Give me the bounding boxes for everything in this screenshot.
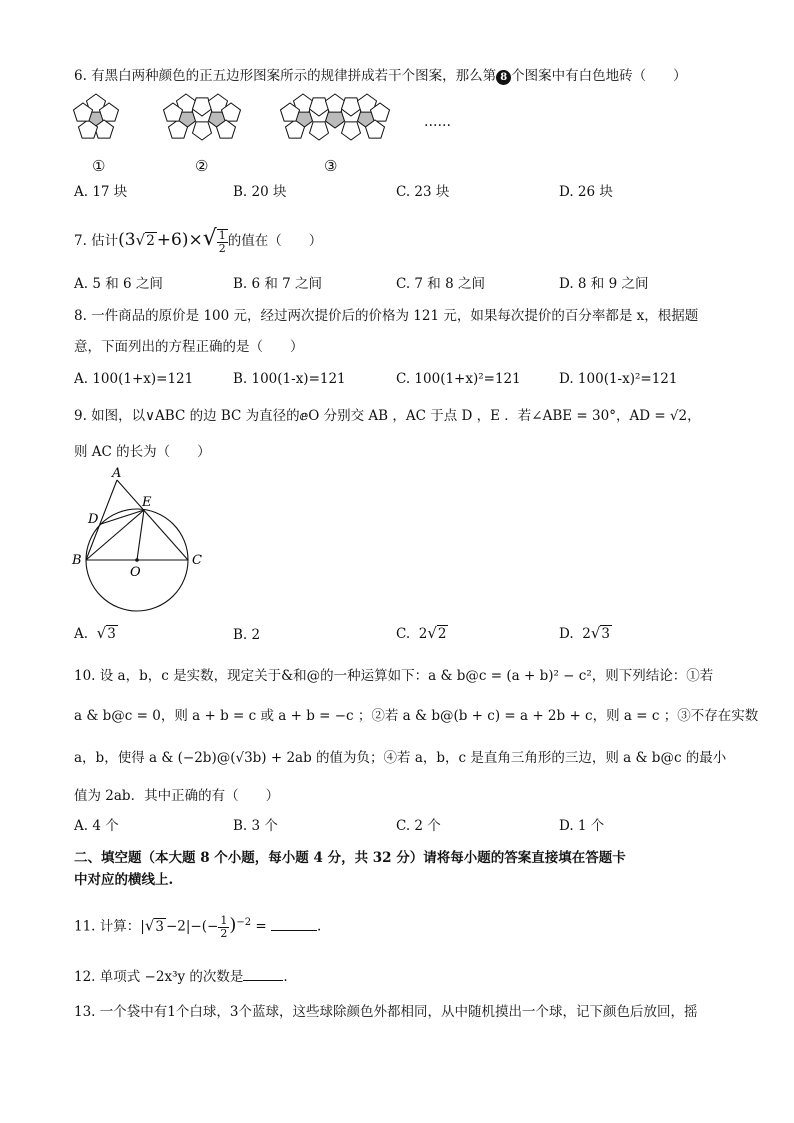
q11-end: .	[317, 918, 322, 935]
q8-option-d[interactable]: D. 100(1-x)²=121	[559, 371, 678, 387]
q7-fraction-numerator: 1	[218, 228, 226, 242]
q9-option-d[interactable]	[559, 623, 612, 644]
q9-center-dot	[135, 558, 139, 562]
q7-expr-close: +6)×	[156, 230, 203, 250]
q6-ellipsis: ……	[424, 114, 451, 130]
q11-mid: −2|−(−	[165, 918, 219, 935]
q7-option-c[interactable]: C. 7 和 8 之间	[396, 276, 485, 292]
q7-option-d[interactable]: D. 8 和 9 之间	[559, 276, 649, 292]
q6-label-1: ①	[92, 157, 106, 175]
q9-label-o: O	[130, 565, 141, 580]
q6-option-d[interactable]: D. 26 块	[559, 184, 613, 200]
q9-side-ac	[117, 480, 188, 560]
q9-line-2: 则 AC 的长为（ ）	[74, 444, 211, 460]
q7-sqrt-value: 2	[146, 233, 155, 249]
q10-line-4: 值为 2ab．其中正确的有（ ）	[74, 788, 280, 804]
q10-option-b[interactable]: B. 3 个	[233, 818, 278, 834]
q11-prefix: 11. 计算：|	[74, 918, 145, 935]
q9-option-a[interactable]	[74, 623, 118, 644]
q6-option-c[interactable]: C. 23 块	[396, 184, 450, 200]
q7-suffix: 的值在（ ）	[227, 233, 323, 249]
q7-fraction	[217, 229, 228, 255]
q10-line-1: 10. 设 a，b，c 是实数，现定关于&和@的一种运算如下：a & b@c = (a + b)² − c²，则下列结论：①若	[74, 668, 714, 684]
q12-answer-blank[interactable]	[243, 966, 283, 981]
q9-circle-figure	[70, 466, 210, 616]
q9-option-b[interactable]: B. 2	[233, 627, 261, 643]
q8-option-a[interactable]: A. 100(1+x)=121	[74, 371, 194, 387]
q9-label-c: C	[192, 553, 202, 568]
q12-stem	[74, 966, 288, 987]
q9-option-d-root: 3	[601, 626, 610, 642]
q9-label-e: E	[142, 495, 152, 510]
radical-sign: √	[135, 231, 146, 249]
q7-stem	[74, 226, 322, 255]
q6-label-3: ③	[324, 157, 338, 175]
q11-close-paren: )	[229, 914, 237, 936]
q6-pattern-2	[161, 92, 244, 143]
q6-stem	[74, 66, 687, 86]
q9-option-d-prefix: D.	[559, 626, 574, 642]
q9-option-c-coef: 2	[418, 626, 428, 642]
q11-answer-blank[interactable]	[271, 916, 317, 931]
q9-line-1: 9. 如图，以∨ABC 的边 BC 为直径的ⅇO 分别交 AB ，AC 于点 D ，E ．若∠ABE = 30°，AD = √2，	[74, 408, 701, 424]
q6-label-2: ②	[195, 157, 209, 175]
radical-sign: √	[590, 624, 601, 642]
q8-option-b[interactable]: B. 100(1-x)=121	[233, 371, 346, 387]
q10-option-d[interactable]: D. 1 个	[559, 818, 605, 834]
q11-fraction-numerator: 1	[220, 913, 228, 927]
q11-fraction	[218, 915, 229, 940]
q9-option-a-root: 3	[107, 626, 116, 642]
q9-option-c-prefix: C.	[396, 626, 411, 642]
q9-option-d-coef: 2	[582, 626, 591, 642]
q6-pattern-1	[71, 94, 122, 144]
q8-option-c[interactable]: C. 100(1+x)²=121	[396, 371, 521, 387]
q6-stem-part-b: 个图案中有白色地砖（ ）	[511, 68, 687, 84]
q7-fraction-denominator: 2	[218, 241, 226, 255]
q8-line-1: 8. 一件商品的原价是 100 元，经过两次提价后的价格为 121 元，如果每次提价的百分率都是 x，根据题	[74, 308, 699, 324]
q11-stem	[74, 908, 321, 942]
q9-segment-eo	[137, 510, 144, 560]
q10-option-c[interactable]: C. 2 个	[396, 818, 441, 834]
q12-text: 12. 单项式 −2x³y 的次数是	[74, 969, 244, 985]
q6-stem-part-a: 6. 有黑白两种颜色的正五边形图案所示的规律拼成若干个图案，那么第	[74, 68, 497, 84]
q7-prefix: 7. 估计	[74, 233, 119, 249]
radical-sign: √	[144, 916, 155, 935]
q9-label-a: A	[112, 466, 122, 481]
q11-equals: =	[251, 918, 271, 935]
q11-fraction-denominator: 2	[220, 926, 228, 940]
q12-end: .	[283, 969, 288, 985]
q7-option-b[interactable]: B. 6 和 7 之间	[233, 276, 323, 292]
q8-line-2: 意，下面列出的方程正确的是（ ）	[74, 339, 304, 355]
q7-expr-open: (3	[118, 230, 136, 250]
q9-option-c[interactable]	[396, 623, 448, 644]
q6-pattern-3	[278, 92, 393, 143]
q9-segment-de	[101, 510, 144, 524]
radical-sign: √	[427, 624, 437, 642]
q6-option-a[interactable]: A. 17 块	[74, 184, 128, 200]
q10-line-3: a，b，使得 a & (−2b)@(√3b) + 2ab 的值为负；④若 a，b，c 是直角三角形的三边，则 a & b@c 的最小	[74, 750, 727, 766]
q11-root: 3	[155, 918, 164, 935]
q9-label-b: B	[72, 553, 82, 568]
q10-line-2: a & b@c = 0，则 a + b = c 或 a + b = −c ；②若 a & b@(b + c) = a + 2b + c，则 a = c ；③不存在实数	[74, 708, 759, 724]
q9-option-c-root: 2	[437, 626, 447, 642]
radical-sign: √	[202, 226, 217, 251]
q6-option-b[interactable]: B. 20 块	[233, 184, 287, 200]
q6-pentagon-patterns	[70, 92, 470, 152]
q10-option-a[interactable]: A. 4 个	[74, 818, 119, 834]
q11-exponent: −2	[236, 917, 252, 928]
section2-heading-line-1: 二、填空题（本大题 8 个小题，每小题 4 分，共 32 分）请将每小题的答案直接填在答题卡	[74, 850, 626, 866]
q6-circled-number: 8	[496, 70, 511, 85]
q7-option-a[interactable]: A. 5 和 6 之间	[74, 276, 163, 292]
radical-sign: √	[96, 624, 107, 642]
q9-label-d: D	[88, 512, 99, 527]
q13-line-1: 13. 一个袋中有1个白球，3个蓝球，这些球除颜色外都相同，从中随机摸出一个球，记下颜色后放回，摇	[74, 1004, 698, 1020]
q9-option-a-prefix: A.	[74, 626, 89, 642]
section2-heading-line-2: 中对应的横线上.	[74, 872, 174, 888]
